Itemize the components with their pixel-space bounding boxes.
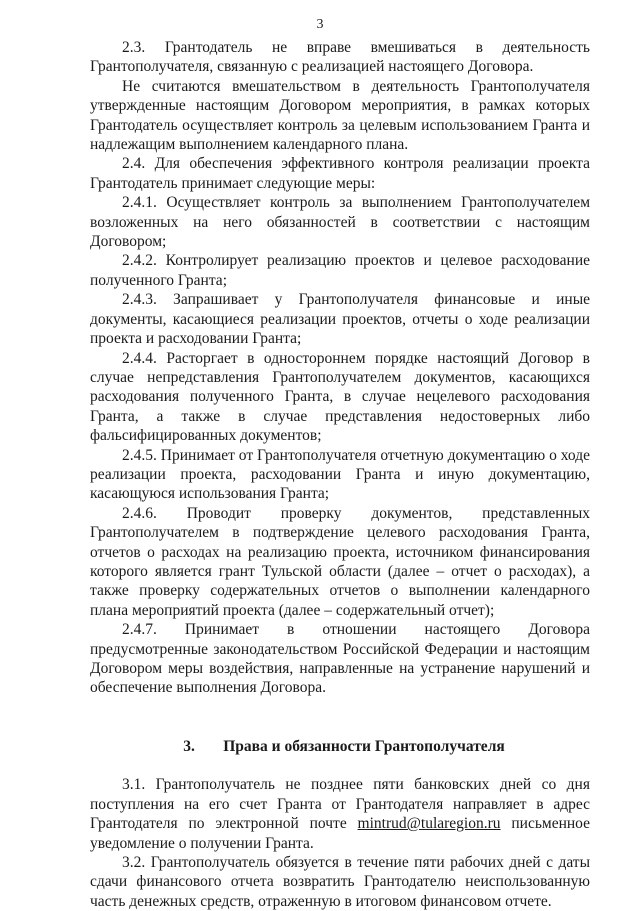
email-link[interactable]: mintrud@tularegion.ru xyxy=(357,815,501,833)
paragraph-2-4-4: 2.4.4. Расторгает в одностороннем порядке настоящий Договор в случае непредставления Грантополучателем документов, касающихся расходования полученного Гранта, в случае нецелевого расходования Гранта, а также в случае представления недостоверных либо фальсифицированных документов; xyxy=(90,349,590,445)
paragraph-2-4-1: 2.4.1. Осуществляет контроль за выполнением Грантополучателем возложенных на него обязанностей в соответствии с настоящим Договором; xyxy=(90,194,590,251)
paragraph-3-1 xyxy=(90,775,590,853)
section-number: 3. xyxy=(183,737,195,755)
paragraph-3-2: 3.2. Грантополучатель обязуется в течение пяти рабочих дней с даты сдачи финансового отчета возвратить Грантодателю неиспользованную часть денежных средств, отраженную в итоговом финансовом отчете. xyxy=(90,854,590,910)
paragraph-2-4-6: 2.4.6. Проводит проверку документов, представленных Грантополучателем в подтверждение целевого расходования Гранта, отчетов о расходах на реализацию проекта, источником финансирования которого является грант Тульской области (далее – отчет о расходах), а также проверку содержательных отчетов о выполнении календарного плана мероприятий проекта (далее – содержательный отчет); xyxy=(90,504,590,619)
paragraph-2-4-5: 2.4.5. Принимает от Грантополучателя отчетную документацию о ходе реализации проекта, расходовании Гранта и иную документацию, касающуюся использования Гранта; xyxy=(90,446,590,503)
document-body xyxy=(90,38,590,911)
paragraph-non-interference: Не считаются вмешательством в деятельность Грантополучателя утвержденные настоящим Договором мероприятия, в рамках которых Грантодатель осуществляет контроль за целевым использованием Гранта и надлежащим выполнением календарного плана. xyxy=(90,77,590,154)
section-title: Права и обязанности Грантополучателя xyxy=(223,737,505,755)
paragraph-2-4-3: 2.4.3. Запрашивает у Грантополучателя финансовые и иные документы, касающиеся реализации проектов, отчеты о ходе реализации проекта и расходовании Гранта; xyxy=(90,291,590,348)
section-heading xyxy=(90,737,590,756)
paragraph-2-3: 2.3. Грантодатель не вправе вмешиваться в деятельность Грантополучателя, связанную с реализацией настоящего Договора. xyxy=(90,39,590,76)
paragraph-3-1-text: 3.1. Грантополучатель не позднее пяти банковских дней со дня поступления на его счет Гранта от Грантодателя направляет в адрес Грантодателя по электронной почте xyxy=(90,776,590,833)
paragraph-2-4-7: 2.4.7. Принимает в отношении настоящего Договора предусмотренные законодательством Российской Федерации и настоящим Договором меры воздействия, направленные на устранение нарушений и обеспечение выполнения Договора. xyxy=(90,621,590,697)
paragraph-2-4-2: 2.4.2. Контролирует реализацию проектов и целевое расходование полученного Гранта; xyxy=(90,252,590,289)
paragraph-2-4: 2.4. Для обеспечения эффективного контроля реализации проекта Грантодатель принимает следующие меры: xyxy=(90,155,590,192)
paragraph-3-1-tail: письменное уведомление о получении Гранта. xyxy=(90,815,590,852)
page-number: 3 xyxy=(316,17,324,32)
